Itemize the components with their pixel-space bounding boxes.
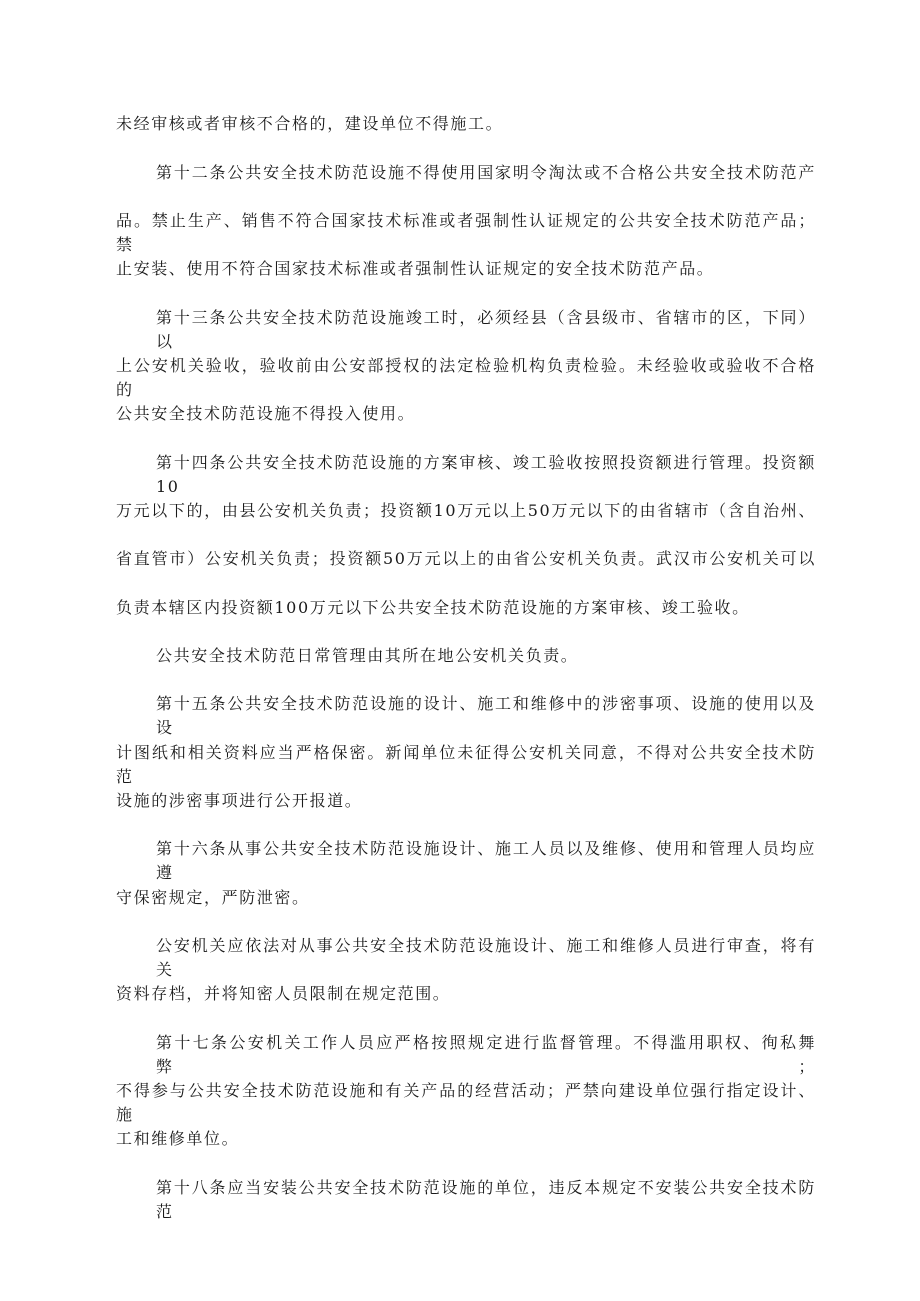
text-line: 资料存档，并将知密人员限制在规定范围。 xyxy=(116,984,451,1003)
text-line: 第十二条公共安全技术防范设施不得使用国家明令淘汰或不合格公共安全技术防范产 xyxy=(156,163,816,182)
text-line: 工和维修单位。 xyxy=(116,1129,240,1148)
text-line: 止安装、使用不符合国家技术标准或者强制性认证规定的安全技术防范产品。 xyxy=(116,259,715,278)
text-line: 公共安全技术防范设施不得投入使用。 xyxy=(116,404,416,423)
text-line: 万元以下的，由县公安机关负责；投资额10万元以上50万元以下的由省辖市（含自治州、 xyxy=(116,501,816,520)
text-line: 第十八条应当安装公共安全技术防范设施的单位，违反本规定不安装公共安全技术防范 xyxy=(156,1178,816,1221)
text-line: 守保密规定，严防泄密。 xyxy=(116,888,310,907)
text-line: 上公安机关验收，验收前由公安部授权的法定检验机构负责检验。未经验收或验收不合格的 xyxy=(116,356,816,399)
text-line: 公共安全技术防范日常管理由其所在地公安机关负责。 xyxy=(156,646,579,665)
text-line: 公安机关应依法对从事公共安全技术防范设施设计、施工和维修人员进行审查，将有关 xyxy=(156,936,816,979)
text-line: 第十七条公安机关工作人员应严格按照规定进行监督管理。不得滥用职权、徇私舞弊； xyxy=(156,1033,816,1076)
text-line: 省直管市）公安机关负责；投资额50万元以上的由省公安机关负责。武汉市公安机关可以 xyxy=(116,549,816,568)
text-line: 第十三条公共安全技术防范设施竣工时，必须经县（含县级市、省辖市的区，下同）以 xyxy=(156,308,816,351)
text-line: 第十四条公共安全技术防范设施的方案审核、竣工验收按照投资额进行管理。投资额10 xyxy=(156,453,816,496)
text-line: 第十六条从事公共安全技术防范设施设计、施工人员以及维修、使用和管理人员均应遵 xyxy=(156,839,816,882)
text-line: 计图纸和相关资料应当严格保密。新闻单位未征得公安机关同意，不得对公共安全技术防范 xyxy=(116,743,816,786)
text-line: 设施的涉密事项进行公开报道。 xyxy=(116,791,363,810)
text-line: 未经审核或者审核不合格的，建设单位不得施工。 xyxy=(116,114,504,133)
text-line: 不得参与公共安全技术防范设施和有关产品的经营活动；严禁向建设单位强行指定设计、施 xyxy=(116,1081,816,1124)
text-line: 第十五条公共安全技术防范设施的设计、施工和维修中的涉密事项、设施的使用以及设 xyxy=(156,694,816,737)
text-line: 负责本辖区内投资额100万元以下公共安全技术防范设施的方案审核、竣工验收。 xyxy=(116,598,750,617)
text-line: 品。禁止生产、销售不符合国家技术标准或者强制性认证规定的公共安全技术防范产品；禁 xyxy=(116,211,816,254)
